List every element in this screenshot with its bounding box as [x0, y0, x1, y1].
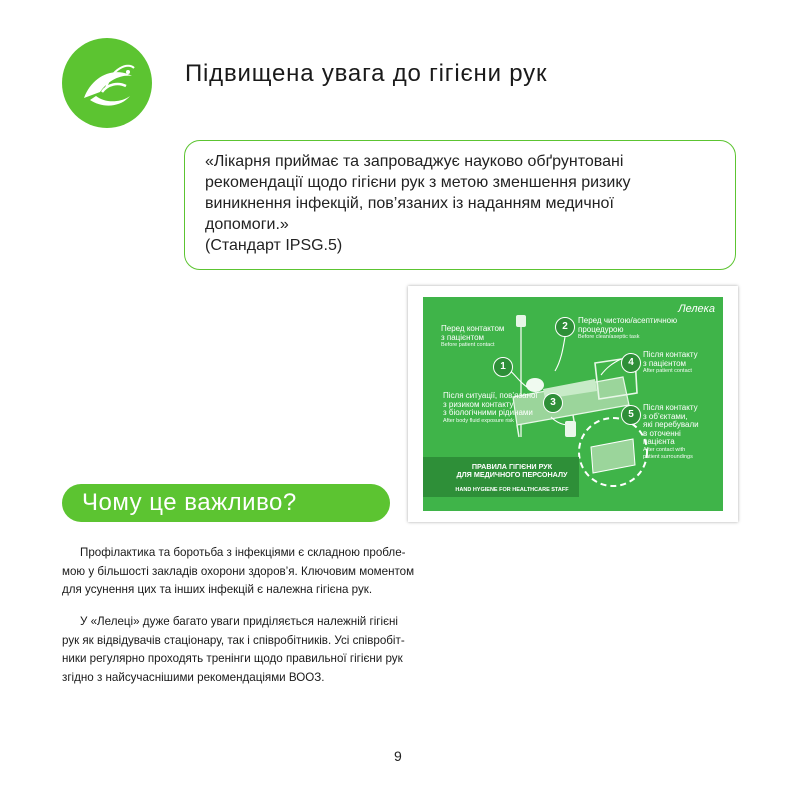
hand-hygiene-poster	[408, 286, 738, 522]
poster-title-line: ДЛЯ МЕДИЧНОГО ПЕРСОНАЛУ	[456, 470, 568, 479]
poster-brand: Лелека	[678, 303, 715, 315]
step-label: Після ситуації, пов’язаної	[443, 391, 538, 400]
paragraph-line: ники регулярно проходять тренінги щодо правильної гігієни рук	[62, 652, 403, 666]
paragraph-1	[62, 544, 415, 600]
step-label-en: patient surroundings	[643, 453, 693, 460]
paragraph-2	[62, 613, 405, 687]
step-label-en: After contact with	[643, 446, 686, 453]
step-label: з об’єктами,	[643, 411, 688, 421]
step-label: з біологічними рідинами	[443, 408, 533, 417]
page-number: 9	[394, 748, 402, 764]
poster-title-line: ПРАВИЛА ГІГІЄНИ РУК	[471, 462, 553, 471]
step-4-badge: 4	[621, 353, 641, 373]
step-1-badge: 1	[493, 357, 513, 377]
step-label-en: Before clean/aseptic task	[578, 334, 640, 340]
poster-title	[427, 463, 597, 479]
step-label: в оточенні	[643, 428, 681, 438]
paragraph-line: згідно з найсучаснішими рекомендаціями ВООЗ.	[62, 670, 325, 684]
page-title: Підвищена увага до гігієни рук	[185, 60, 548, 87]
step-label-en: After body fluid exposure risk	[443, 417, 514, 424]
step-label: Після контакту	[643, 350, 698, 359]
step-label: з ризиком контакту	[443, 399, 514, 409]
poster-step-3-text	[443, 392, 538, 425]
step-label: пацієнта	[643, 437, 675, 446]
paragraph-line: У «Лелеці» дуже багато уваги приділяється належній гігієні	[80, 615, 398, 628]
poster-subtitle: HAND HYGIENE FOR HEALTHCARE STAFF	[455, 487, 569, 493]
step-label: з пацієнтом	[643, 358, 687, 368]
paragraph-line: для усунення цих та інших інфекцій є належна гігієна рук.	[62, 583, 373, 597]
paragraph-line: Профілактика та боротьба з інфекціями є складною пробле-	[80, 546, 406, 559]
quote-line: «Лікарня приймає та запроваджує науково обґрунтовані	[205, 153, 624, 170]
poster-step-1-text	[441, 325, 504, 349]
step-label-en: Before patient contact	[441, 342, 495, 348]
step-label: які перебували	[643, 420, 699, 429]
standard-quote	[184, 140, 736, 270]
quote-source: (Стандарт IPSG.5)	[205, 237, 343, 254]
section-heading: Чому це важливо?	[62, 484, 390, 522]
step-label: Перед контактом	[441, 324, 505, 333]
step-5-badge: 5	[621, 405, 641, 425]
step-2-badge: 2	[555, 317, 575, 337]
step-label: Перед чистою/асептичною	[578, 316, 678, 325]
paragraph-line: мою у більшості закладів охорони здоров’я. Ключовим моментом	[62, 564, 415, 578]
step-label: з пацієнтом	[441, 332, 485, 342]
quote-line: рекомендації щодо гігієни рук з метою зменшення ризику	[205, 174, 631, 191]
poster-step-2-text	[578, 317, 677, 341]
poster-canvas	[423, 297, 723, 511]
step-label: Після контакту	[643, 403, 698, 412]
step-label-en: After patient contact	[643, 368, 692, 374]
stork-logo-icon	[62, 38, 152, 128]
poster-step-4-text	[643, 351, 698, 375]
step-label: процедурою	[578, 324, 624, 334]
paragraph-line: рук як відвідувачів стаціонару, так і співробітників. Усі співробіт-	[62, 633, 405, 647]
step-3-badge: 3	[543, 393, 563, 413]
quote-line: виникнення інфекцій, пов’язаних із наданням медичної	[205, 195, 614, 212]
poster-step-5-text	[643, 404, 699, 461]
quote-line: допомоги.»	[205, 216, 289, 233]
